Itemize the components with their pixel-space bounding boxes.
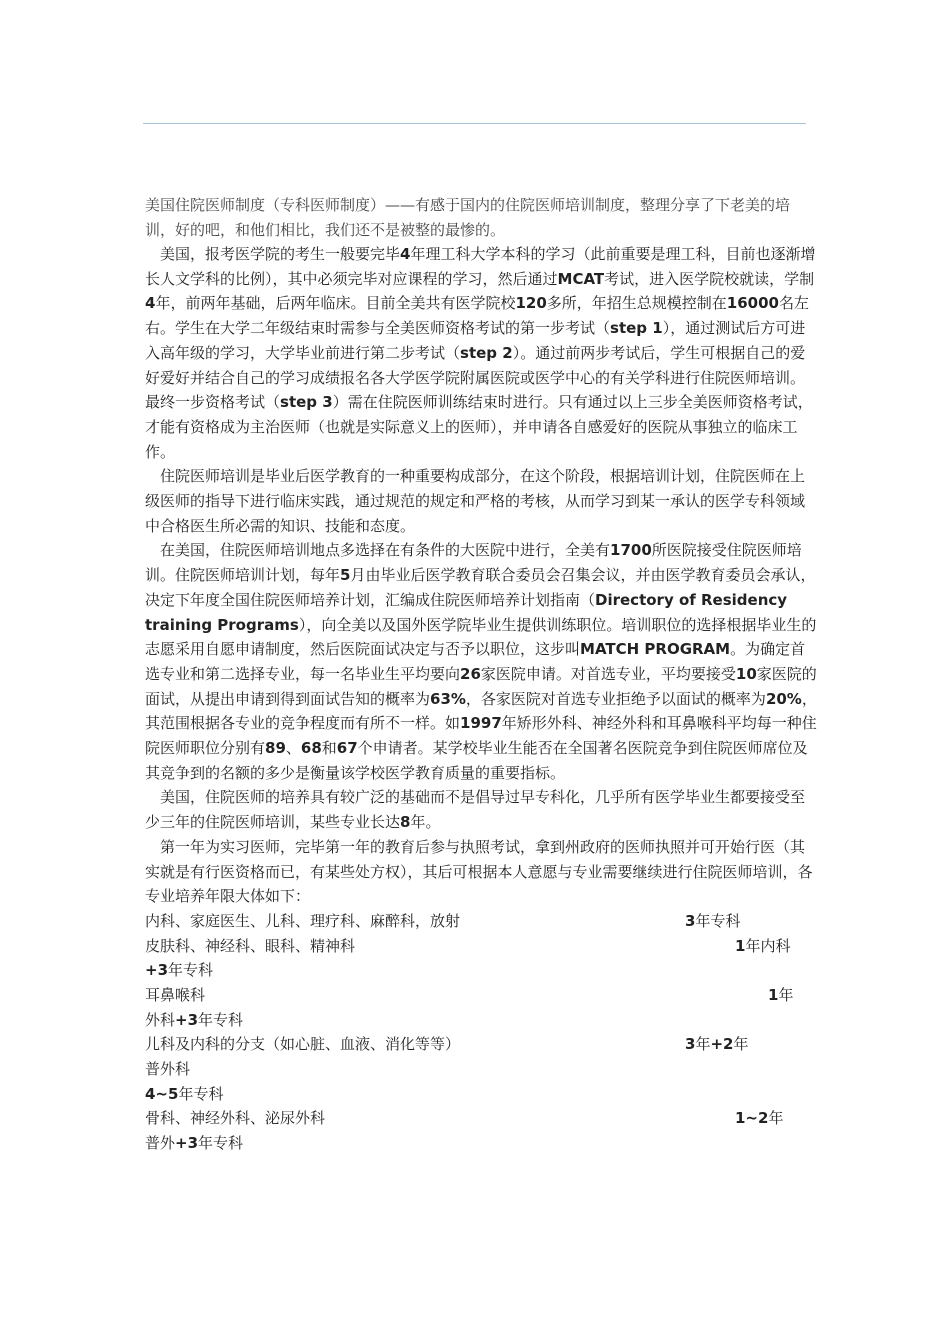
list-item-continued: 4~5年专科 bbox=[145, 1084, 224, 1103]
duration-label: 3年专科 bbox=[685, 911, 741, 930]
specialty-label: 内科、家庭医生、儿科、理疗科、麻醉科，放射 bbox=[145, 911, 461, 930]
intro-paragraph: 美国住院医师制度（专科医师制度）——有感于国内的住院医师培训制度，整理分享了下老美的培训，好的吧，和他们相比，我们还不是被整的最惨的。 bbox=[145, 196, 791, 239]
document-body bbox=[145, 193, 817, 1156]
duration-label: 1~2年 bbox=[735, 1109, 784, 1128]
header-divider bbox=[143, 123, 806, 124]
specialty-label: 骨科、神经外科、泌尿外科 bbox=[145, 1109, 326, 1128]
list-item bbox=[145, 1106, 817, 1131]
paragraph-admission: 美国，报考医学院的考生一般要完毕4年理工科大学本科的学习（此前重要是理工科，目前也逐渐增长人文学科的比例），其中必须完毕对应课程的学习，然后通过MCAT考试，进入医学院校就读，学制4年，前两年基础，后两年临床。目前全美共有医学院校120多所，年招生总规模控制在16000名左右。学生在大学二年级结束时需参与全美医师资格考试的第一步考试（step 1），通过测试后方可进入高年级的学习，大学毕业前进行第二步考试（step 2）。通过前两步考试后，学生可根据自己的爱好爱好并结合自己的学习成绩报名各大学医学院附属医院或医学中心的有关学科进行住院医师培训。最终一步资格考试（step 3）需在住院医师训练结束时进行。只有通过以上三步全美医师资格考试，才能有资格成为主治医师（也就是实际意义上的医师），并申请各自感爱好的医院从事独立的临床工作。 bbox=[145, 245, 816, 461]
list-item bbox=[145, 909, 817, 934]
list-item-continued: +3年专科 bbox=[145, 961, 214, 980]
paragraph-first-year: 第一年为实习医师，完毕第一年的教育后参与执照考试，拿到州政府的医师执照并可开始行医（其实就是有行医资格而已，有某些处方权），其后可根据本人意愿与专业需要继续进行住院医师培训，各专业培养年限大体如下： bbox=[145, 837, 813, 906]
duration-label: 1年 bbox=[768, 986, 794, 1005]
paragraph-broad-training: 美国，住院医师的培养具有较广泛的基础而不是倡导过早专科化，几乎所有医学毕业生都要接受至少三年的住院医师培训，某些专业长达8年。 bbox=[145, 788, 806, 832]
paragraph-definition: 住院医师培训是毕业后医学教育的一种重要构成部分，在这个阶段，根据培训计划，住院医师在上级医师的指导下进行临床实践，通过规范的规定和严格的考核，从而学习到某一承认的医学专科领域中合格医生所必需的知识、技能和态度。 bbox=[145, 467, 806, 535]
paragraph-match-program: 在美国，住院医师培训地点多选择在有条件的大医院中进行，全美有1700所医院接受住院医师培训。住院医师培训计划，每年5月由毕业后医学教育联合委员会召集会议，并由医学教育委员会承认，决定下年度全国住院医师培养计划，汇编成住院医师培养计划指南（Directory of Residency training Programs），向全美以及国外医学院毕业生提供训练职位。培训职位的选择根据毕业生的志愿采用自愿申请制度，然后医院面试决定与否予以职位，这步叫MATCH PROGRAM。为确定首选专业和第二选择专业，每一名毕业生平均要向26家医院申请。对首选专业，平均要接受10家医院的面试，从提出申请到得到面试告知的概率为63%，各家医院对首选专业拒绝予以面试的概率为20%，其范围根据各专业的竞争程度而有所不一样。如1997年矫形外科、神经外科和耳鼻喉科平均每一种住院医师职位分别有89、68和67个申请者。某学校毕业生能否在全国著名医院竞争到住院医师席位及其竞争到的名额的多少是衡量该学校医学教育质量的重要指标。 bbox=[145, 541, 817, 782]
program-duration-list bbox=[145, 909, 817, 1156]
duration-label: 3年+2年 bbox=[685, 1035, 749, 1054]
list-item-continued: 普外+3年专科 bbox=[145, 1134, 244, 1153]
list-item bbox=[145, 1032, 817, 1057]
list-item-continued: 普外科 bbox=[145, 1060, 191, 1079]
list-item bbox=[145, 934, 817, 959]
list-item-continued: 外科+3年专科 bbox=[145, 1010, 244, 1029]
list-item bbox=[145, 983, 817, 1008]
specialty-label: 皮肤科、神经科、眼科、精神科 bbox=[145, 936, 356, 955]
duration-label: 1年内科 bbox=[735, 936, 791, 955]
specialty-label: 耳鼻喉科 bbox=[145, 986, 206, 1005]
specialty-label: 儿科及内科的分支（如心脏、血液、消化等等） bbox=[145, 1035, 461, 1054]
